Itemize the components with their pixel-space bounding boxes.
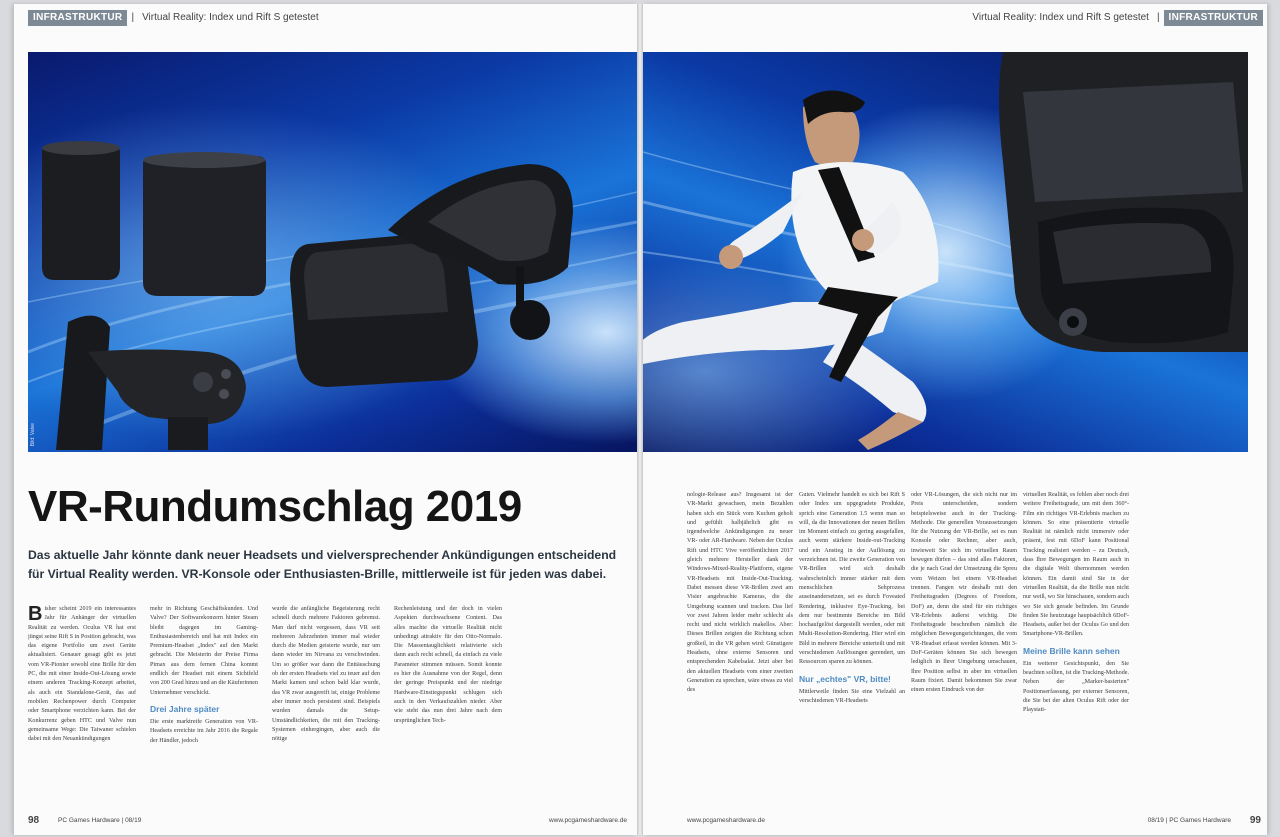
body-column: Guten. Vielmehr handelt es sich bei Rift S oder Index um upgegradete Produkte, sprich eine Generation 1.5 wenn man so will, da die Innovationen der neuen Brillen im Moment einfach zu gering ausgefallen, auch wenn stärkere Inside-out-Tracking und ein Anstieg in der Auflösung zu verzeichnen ist. Die zweite Generation von VR-Brillen wird sich deshalb wahrscheinlich immer stärker mit dem menschlichen Sehprozess auseinandersetzen, sei es durch Foveated Rendering, inklusive Eye-Tracking, bei dem nur bestimmte Bereiche im Bild hochaufgelöst dargestellt werden, oder mit Multi-Resolution-Rendering. Hier wird ein Bild in mehrere Bereiche unterteilt und mit verschiedenen Auflösungen gerendert, um Ressourcen sparen zu können. Nur „echtes" VR, bitte! Mittlerweile finden Sie eine Vielzahl an verschiedenen VR-Headsets: [799, 492, 905, 704]
subheading: Drei Jahre später: [150, 703, 220, 714]
hero-image-left: [28, 52, 637, 452]
running-header-right: Virtual Reality: Index und Rift S getestet | INFRASTRUKTUR: [968, 10, 1263, 26]
body-column: B isher scheint 2019 ein interessantes Jahr für Anhänger der virtuellen Realität zu werden. Oculus VR hat erst jüngst seine Rift S in Position gebracht, was das eigene Portfolio um zwei Geräte aktualisiert. Genauer gesagt gibt es jetzt vom VR-Pionier sowohl eine Brille für den PC, die mit einer Inside-Out-Lösung sowie einem anderen Tracking-Konzept arbeitet, als auch ein Standalone-Gerät, das auf mobilen Rechenpower durch Computer oder Smartphone verzichten kann. Bei der Konkurrenz geben HTC und Valve nun gemeinsame Wege: Die Taiwaner schielen dabei mit den Neuankündigungen: [28, 605, 136, 743]
body-column: wurde die anfängliche Begeisterung recht schnell durch mehrere Faktoren gebremst. Man darf nicht vergessen, dass VR seit mehreren Jahrzehnten immer mal wieder durch die Medien geisterte wurde, nur um dann wieder im Nirvana zu verschwinden. Um so größer war dann die Enttäuschung ob der ersten Headsets viel zu teuer auf den Markt kamen und schon bald klar wurde, das VR zwar ausgereift ist, einige Probleme aber immer noch persistent sind. Beispiels wurden damals die Setup-Umständlichkeiten, die mit den Tracking-Systemen einhergingen, aber auch die nötige: [272, 606, 380, 743]
vr-headset-icon: [290, 164, 573, 387]
magazine-issue: 08/19 | PC Games Hardware: [1147, 817, 1231, 824]
subheading: Nur „echtes" VR, bitte!: [799, 673, 891, 684]
hero-image-right: [643, 52, 1248, 452]
footer-right: [643, 814, 1267, 828]
website-url: www.pcgameshardware.de: [548, 817, 627, 824]
website-url: www.pcgameshardware.de: [687, 817, 766, 824]
vr-hardware-illustration: [28, 52, 637, 452]
footer-left: [14, 814, 637, 828]
taekwondo-kick-illustration: [643, 52, 1248, 452]
body-column: mehr in Richtung Geschäftskunden. Und Valve? Der Softwarekonzern hinter Steam bleibt dagegen im Gaming-Enthusiastenbereich und hat mit Index ein Premium-Headset „Index" auf den Markt gebracht. Die Meisterin der Preise Firma Pimax aus dem fernen China kommt endlich der Headset mit einem Sichtfeld von 200 Grad hinzu und an die Käuferinnen Unternehmer verschickt. Drei Jahre später Die erste marktreife Generation von VR-Headsets erreichte im Jahr 2016 die Regale der Händler, jedoch: [150, 606, 258, 744]
vr-headset-closeup-icon: [999, 52, 1248, 352]
base-station-icon: [143, 152, 266, 296]
body-column: virtuellen Realität, es fehlen aber noch drei weitere Freiheitsgrade, um mit dem 360°-Film ein richtiges VR-Erlebnis machen zu können. So eine präsentierte virtuelle Realität ist nämlich nicht immersiv oder präsent, fest mit 6DoF kann Positional Tracking realisiert werden – zu Deutsch, dass Ihre Bewegungen im Raum auch in die digitale Welt übernommen werden können. Ein damit sind Sie in der virtuellen Realität, da die Brille nun nicht nur weiß, wo Sie hinschauen, sondern auch wo Sie sich gerade befinden. Im Grunde finden Sie heutzutage hauptsächlich 6DoF-Headsets, außer bei der Oculus Go und den Smartphone-VR-Brillen. Meine Brille kann sehen Ein weiterer Gesichtspunkt, den Sie beachten sollten, ist die Tracking-Methode. Neben der „Marker-basierten" Positionserfassung, per externer Sensoren, die Sie bei der alten Oculus Rift oder der Playstati-: [1023, 492, 1129, 714]
body-column: nologie-Release aus? Insgesamt ist der VR-Markt gewachsen, mein Bezahlen haben sich ein Stück vom Kuchen geholt und gefühlt halbjährlich gibt es irgendwelche Ankündigungen zu neuer VR- oder AR-Hardware. Neben der Oculus Rift und HTC Vive veröffentlichten 2017 gleich mehrere Hersteller dank der Windows-Mixed-Reality-Plattform, eigene VR-Headsets mit Inside-Out-Tracking. Dabei messen diese VR-Brillen zwei am Visier angebrachte Kameras, die die Umgebung scannen und tracken. Das lief vor zwei Jahren leider mehr schlecht als recht und nicht wirklich makellos. Aber: Dieses Brillen zeigten die Richtung schon großteil, in die VR gehen wird: Günstigere Headsets, ohne externe Sensoren und entsprechenden Kabelsalat. Jetzt aber bei den aktuellen Headsets vom einer zweiten Generation zu sprechen, wäre etwas zu viel des: [687, 492, 793, 694]
base-station-icon: [42, 141, 120, 280]
page-number: 98: [28, 815, 40, 826]
section-tag: INFRASTRUKTUR: [28, 10, 127, 26]
photo-credit: Bild: Valve: [30, 422, 36, 446]
article-title: VR-Rundumschlag 2019: [28, 482, 522, 531]
fighter-figure: [643, 90, 939, 450]
body-columns-left: [28, 605, 628, 810]
page-number: 99: [1249, 815, 1261, 826]
running-header-left: INFRASTRUKTUR | Virtual Reality: Index und Rift S getestet: [28, 10, 323, 26]
vr-controller-icon: [56, 316, 246, 450]
body-column: Rechenleistung und der doch in vielen Aspekten durchwachsene Content. Das alles machte die virtuelle Realität nicht unbedingt attraktiv für den Otto-Normalo. Die Massentauglichkeit relativierte sich dann auch recht schnell, da einfach zu viele Parameter stimmen müssen. Somit konnte es hier die Ausnahme von der Regel, denn der geringe Preispunkt und der niedrige Hardware-Einstiegspunkt schlugen sich auch in den Verkaufszahlen nieder. Aber wie steht das nun drei Jahre nach dem ursprünglichen Tech-: [394, 606, 502, 724]
subheading: Meine Brille kann sehen: [1023, 645, 1120, 656]
left-page: [14, 4, 637, 835]
body-columns-right: [687, 491, 1257, 810]
section-tag: INFRASTRUKTUR: [1164, 10, 1263, 26]
body-column: oder VR-Lösungen, die sich nicht nur im Preis unterscheiden, sondern beispielsweise auch in der Tracking-Methode. Die generellen Voraussetzungen für die Nutzung der VR-Brille, sei es nun Konsole oder Rechner, aber auch, inwieweit Sie sich im virtuellen Raum bewegen dürfen – das sind alles Faktoren, die je nach Grad der Umsetzung die Spreu vom Weizen bei einem VR-Headset trennen. Fangen wir deshalb mit den Freiheitsgraden (Degrees of Freedom, DoF) an, denn die sind für ein richtiges VR-Erlebnis äußerst wichtig. Die Freiheitsgrade beschreiben nämlich die möglichen Bewegungsrichtungen, die vom VR-Headset erfasst werden können. Mit 3-DoF-Geräten können Sie sich bewegen lediglich in Ihrer Umgebung umschauen, Ihre Position selbst in aber im virtuellen Raum fixiert. Damit bekommen Sie zwar einen ersten Eindruck von der: [911, 492, 1017, 694]
drop-cap: B: [28, 605, 43, 625]
article-deck: Das aktuelle Jahr könnte dank neuer Headsets und vielversprechender Ankündigungen entscheidend für Virtual Reality werden. VR-Konsole oder Enthusiasten-Brille, mittlerweile ist für jeden was dabei.: [28, 548, 617, 581]
magazine-issue: PC Games Hardware | 08/19: [58, 817, 142, 824]
right-page: [643, 4, 1267, 835]
running-topic: Virtual Reality: Index und Rift S getestet: [972, 12, 1149, 23]
running-topic: Virtual Reality: Index und Rift S getestet: [142, 12, 319, 23]
